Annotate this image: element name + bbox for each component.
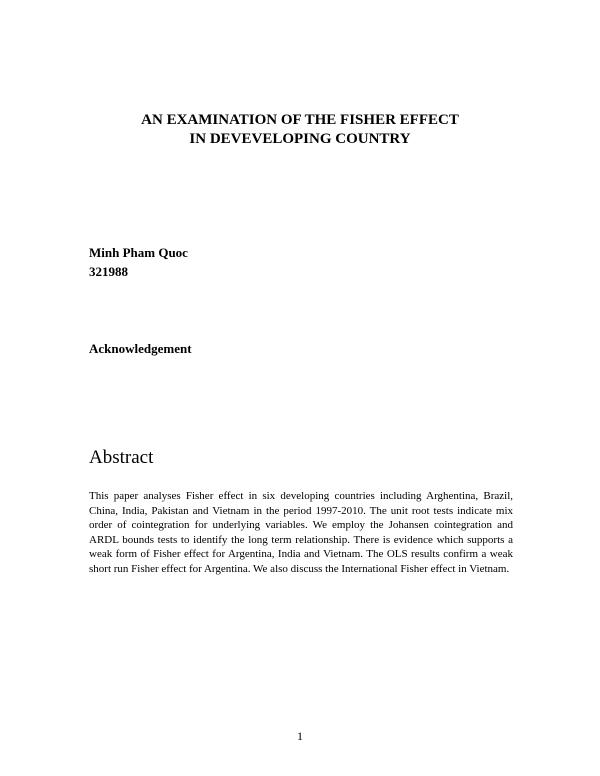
author-id: 321988 <box>89 264 128 279</box>
acknowledgement-heading: Acknowledgement <box>89 341 192 356</box>
paper-title <box>0 111 600 149</box>
paper-title-line-2: IN DEVEVELOPING COUNTRY <box>189 131 411 147</box>
author-name: Minh Pham Quoc <box>89 245 188 260</box>
abstract-body: This paper analyses Fisher effect in six developing countries including Arghentina, Brazil, China, India, Pakistan and Vietnam in the period 1997-2010. The unit root tests indicate mix order of cointegration for underlying variables. We employ the Johansen cointegration and ARDL bounds tests to identify the long term relationship. There is evidence which supports a weak form of Fisher effect for Argentina, India and Vietnam. The OLS results confirm a weak short run Fisher effect for Argentina. We also discuss the International Fisher effect in Vietnam. <box>89 490 513 575</box>
author-block <box>89 243 188 281</box>
paper-title-line-1: AN EXAMINATION OF THE FISHER EFFECT <box>141 112 459 128</box>
page-number: 1 <box>297 729 303 743</box>
abstract-heading: Abstract <box>89 447 154 468</box>
